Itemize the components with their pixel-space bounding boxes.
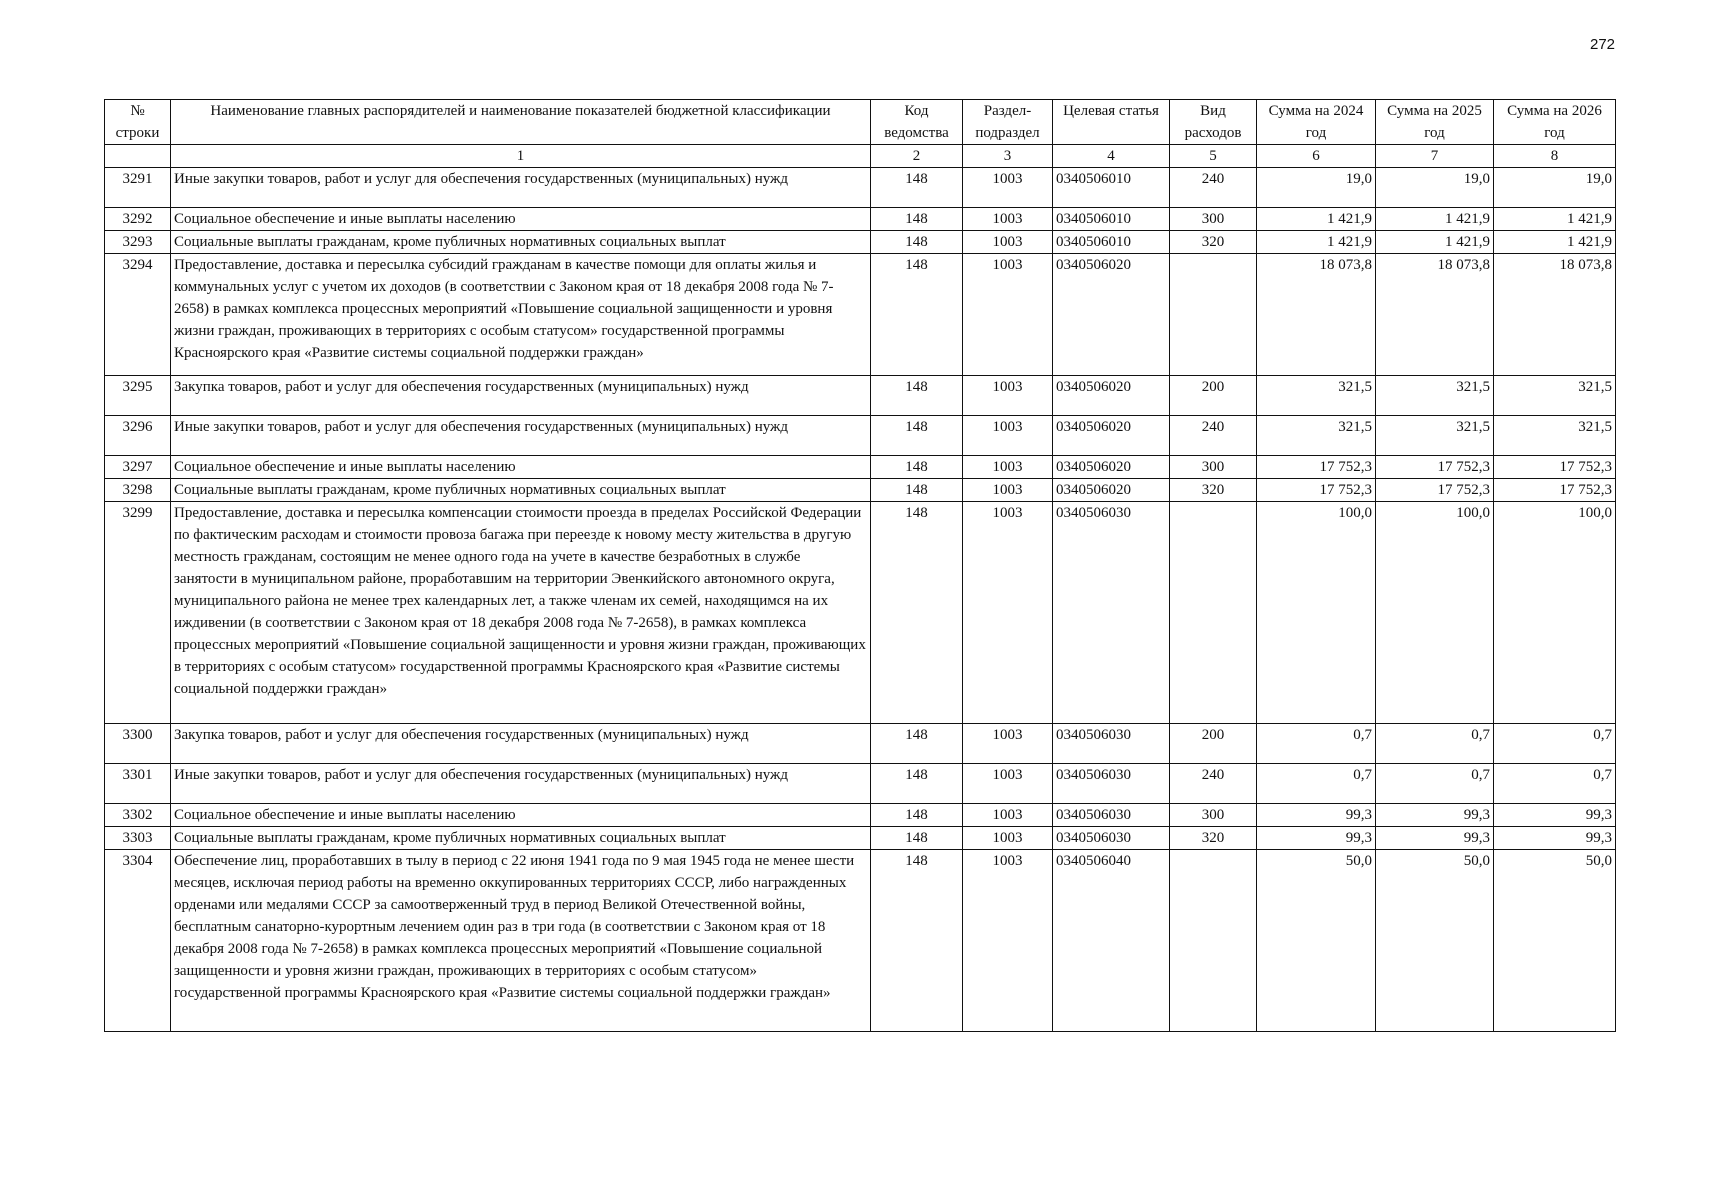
target-article: 0340506010 <box>1053 168 1170 208</box>
sum-2025: 50,0 <box>1376 850 1494 1032</box>
table-row <box>105 764 1616 804</box>
department-code: 148 <box>871 479 963 502</box>
header-row <box>105 100 1616 145</box>
column-number: 7 <box>1376 145 1494 168</box>
department-code: 148 <box>871 764 963 804</box>
item-name: Иные закупки товаров, работ и услуг для обеспечения государственных (муниципальных) нужд <box>171 168 871 208</box>
item-name: Социальные выплаты гражданам, кроме публичных нормативных социальных выплат <box>171 231 871 254</box>
sum-2024: 0,7 <box>1257 764 1376 804</box>
target-article: 0340506020 <box>1053 416 1170 456</box>
expense-type: 240 <box>1170 168 1257 208</box>
sum-2024: 50,0 <box>1257 850 1376 1032</box>
sum-2026: 1 421,9 <box>1494 231 1616 254</box>
section-code: 1003 <box>963 804 1053 827</box>
expense-type: 240 <box>1170 416 1257 456</box>
row-number: 3292 <box>105 208 171 231</box>
sum-2024: 1 421,9 <box>1257 208 1376 231</box>
department-code: 148 <box>871 376 963 416</box>
sum-2025: 99,3 <box>1376 804 1494 827</box>
expense-type: 320 <box>1170 231 1257 254</box>
sum-2024: 1 421,9 <box>1257 231 1376 254</box>
section-code: 1003 <box>963 724 1053 764</box>
row-number: 3294 <box>105 254 171 376</box>
row-number: 3291 <box>105 168 171 208</box>
table-body <box>105 168 1616 1032</box>
department-code: 148 <box>871 804 963 827</box>
target-article: 0340506030 <box>1053 827 1170 850</box>
row-number: 3301 <box>105 764 171 804</box>
item-name: Социальное обеспечение и иные выплаты населению <box>171 456 871 479</box>
sum-2025: 19,0 <box>1376 168 1494 208</box>
column-number <box>105 145 171 168</box>
row-number: 3299 <box>105 502 171 724</box>
item-name: Иные закупки товаров, работ и услуг для обеспечения государственных (муниципальных) нужд <box>171 416 871 456</box>
item-name: Предоставление, доставка и пересылка компенсации стоимости проезда в пределах Российской Федерации по фактическим расходам и стоимости провоза багажа при переезде к новому месту жительства в другую местность гражданам, состоящим не менее одного года на учете в качестве безработных в службе занятости в муниципальном районе, проработавшим на территории Эвенкийского автономного округа, муниципального района не менее трех календарных лет, а также членам их семей, находящимся на их иждивении (в соответствии с Законом края от 18 декабря 2008 года № 7-2658), в рамках комплекса процессных мероприятий «Повышение социальной защищенности и уровня жизни граждан, проживающих в территориях с особым статусом» государственной программы Красноярского края «Развитие системы социальной поддержки граждан» <box>171 502 871 724</box>
sum-2026: 17 752,3 <box>1494 456 1616 479</box>
sum-2025: 100,0 <box>1376 502 1494 724</box>
sum-2024: 17 752,3 <box>1257 456 1376 479</box>
section-code: 1003 <box>963 231 1053 254</box>
column-number: 4 <box>1053 145 1170 168</box>
row-number: 3296 <box>105 416 171 456</box>
expense-type: 200 <box>1170 724 1257 764</box>
target-article: 0340506030 <box>1053 502 1170 724</box>
target-article: 0340506040 <box>1053 850 1170 1032</box>
sum-2024: 100,0 <box>1257 502 1376 724</box>
column-number: 6 <box>1257 145 1376 168</box>
sum-2026: 99,3 <box>1494 827 1616 850</box>
department-code: 148 <box>871 208 963 231</box>
target-article: 0340506020 <box>1053 376 1170 416</box>
sum-2025: 1 421,9 <box>1376 208 1494 231</box>
target-article: 0340506030 <box>1053 804 1170 827</box>
expense-type <box>1170 502 1257 724</box>
target-article: 0340506010 <box>1053 231 1170 254</box>
sum-2025: 17 752,3 <box>1376 479 1494 502</box>
expense-type <box>1170 254 1257 376</box>
sum-2024: 321,5 <box>1257 376 1376 416</box>
item-name: Обеспечение лиц, проработавших в тылу в период с 22 июня 1941 года по 9 мая 1945 года не менее шести месяцев, исключая период работы на временно оккупированных территориях СССР, либо награжденных орденами или медалями СССР за самоотверженный труд в период Великой Отечественной войны, бесплатным санаторно-курортным лечением один раз в три года (в соответствии с Законом края от 18 декабря 2008 года № 7-2658) в рамках комплекса процессных мероприятий «Повышение социальной защищенности и уровня жизни граждан, проживающих в территориях с особым статусом» государственной программы Красноярского края «Развитие системы социальной поддержки граждан» <box>171 850 871 1032</box>
expense-type: 300 <box>1170 208 1257 231</box>
sum-2026: 321,5 <box>1494 416 1616 456</box>
row-number: 3298 <box>105 479 171 502</box>
department-code: 148 <box>871 416 963 456</box>
column-number: 3 <box>963 145 1053 168</box>
table-row <box>105 850 1616 1032</box>
table-row <box>105 804 1616 827</box>
table-row <box>105 254 1616 376</box>
table-row <box>105 479 1616 502</box>
sum-2024: 0,7 <box>1257 724 1376 764</box>
sum-2026: 18 073,8 <box>1494 254 1616 376</box>
section-code: 1003 <box>963 456 1053 479</box>
item-name: Социальное обеспечение и иные выплаты населению <box>171 208 871 231</box>
header-expense-type: Вид расходов <box>1170 100 1257 145</box>
department-code: 148 <box>871 168 963 208</box>
section-code: 1003 <box>963 827 1053 850</box>
header-target-article: Целевая статья <box>1053 100 1170 145</box>
section-code: 1003 <box>963 416 1053 456</box>
column-number: 5 <box>1170 145 1257 168</box>
row-number: 3293 <box>105 231 171 254</box>
sum-2026: 19,0 <box>1494 168 1616 208</box>
sum-2024: 18 073,8 <box>1257 254 1376 376</box>
row-number: 3302 <box>105 804 171 827</box>
sum-2025: 1 421,9 <box>1376 231 1494 254</box>
sum-2026: 0,7 <box>1494 764 1616 804</box>
column-number: 2 <box>871 145 963 168</box>
column-number-row <box>105 145 1616 168</box>
section-code: 1003 <box>963 168 1053 208</box>
sum-2026: 17 752,3 <box>1494 479 1616 502</box>
table-row <box>105 231 1616 254</box>
sum-2026: 1 421,9 <box>1494 208 1616 231</box>
expense-type: 320 <box>1170 827 1257 850</box>
sum-2026: 100,0 <box>1494 502 1616 724</box>
sum-2025: 0,7 <box>1376 724 1494 764</box>
sum-2025: 99,3 <box>1376 827 1494 850</box>
header-section: Раздел-подраздел <box>963 100 1053 145</box>
item-name: Закупка товаров, работ и услуг для обеспечения государственных (муниципальных) нужд <box>171 376 871 416</box>
expense-type: 300 <box>1170 456 1257 479</box>
sum-2024: 99,3 <box>1257 804 1376 827</box>
section-code: 1003 <box>963 850 1053 1032</box>
sum-2026: 50,0 <box>1494 850 1616 1032</box>
expense-type: 300 <box>1170 804 1257 827</box>
sum-2024: 99,3 <box>1257 827 1376 850</box>
target-article: 0340506030 <box>1053 764 1170 804</box>
row-number: 3295 <box>105 376 171 416</box>
department-code: 148 <box>871 254 963 376</box>
header-row-number: № строки <box>105 100 171 145</box>
item-name: Социальные выплаты гражданам, кроме публичных нормативных социальных выплат <box>171 479 871 502</box>
table-row <box>105 416 1616 456</box>
sum-2024: 321,5 <box>1257 416 1376 456</box>
department-code: 148 <box>871 502 963 724</box>
budget-table <box>104 99 1616 1032</box>
header-name: Наименование главных распорядителей и наименование показателей бюджетной классификации <box>171 100 871 145</box>
row-number: 3303 <box>105 827 171 850</box>
section-code: 1003 <box>963 376 1053 416</box>
column-number: 8 <box>1494 145 1616 168</box>
department-code: 148 <box>871 827 963 850</box>
item-name: Социальное обеспечение и иные выплаты населению <box>171 804 871 827</box>
sum-2026: 321,5 <box>1494 376 1616 416</box>
table-row <box>105 168 1616 208</box>
expense-type: 200 <box>1170 376 1257 416</box>
row-number: 3300 <box>105 724 171 764</box>
page-number: 272 <box>1590 36 1616 53</box>
target-article: 0340506020 <box>1053 479 1170 502</box>
sum-2025: 17 752,3 <box>1376 456 1494 479</box>
header-department-code: Код ведомства <box>871 100 963 145</box>
sum-2025: 321,5 <box>1376 416 1494 456</box>
department-code: 148 <box>871 724 963 764</box>
sum-2025: 0,7 <box>1376 764 1494 804</box>
target-article: 0340506030 <box>1053 724 1170 764</box>
table-row <box>105 456 1616 479</box>
item-name: Предоставление, доставка и пересылка субсидий гражданам в качестве помощи для оплаты жилья и коммунальных услуг с учетом их доходов (в соответствии с Законом края от 18 декабря 2008 года № 7-2658) в рамках комплекса процессных мероприятий «Повышение социальной защищенности и уровня жизни граждан, проживающих в территориях с особым статусом» государственной программы Красноярского края «Развитие системы социальной поддержки граждан» <box>171 254 871 376</box>
expense-type <box>1170 850 1257 1032</box>
sum-2024: 17 752,3 <box>1257 479 1376 502</box>
table-row <box>105 827 1616 850</box>
sum-2025: 18 073,8 <box>1376 254 1494 376</box>
row-number: 3297 <box>105 456 171 479</box>
section-code: 1003 <box>963 208 1053 231</box>
section-code: 1003 <box>963 479 1053 502</box>
column-number: 1 <box>171 145 871 168</box>
table-row <box>105 502 1616 724</box>
section-code: 1003 <box>963 764 1053 804</box>
row-number: 3304 <box>105 850 171 1032</box>
item-name: Иные закупки товаров, работ и услуг для обеспечения государственных (муниципальных) нужд <box>171 764 871 804</box>
table-row <box>105 208 1616 231</box>
sum-2026: 99,3 <box>1494 804 1616 827</box>
item-name: Закупка товаров, работ и услуг для обеспечения государственных (муниципальных) нужд <box>171 724 871 764</box>
section-code: 1003 <box>963 502 1053 724</box>
department-code: 148 <box>871 231 963 254</box>
item-name: Социальные выплаты гражданам, кроме публичных нормативных социальных выплат <box>171 827 871 850</box>
department-code: 148 <box>871 850 963 1032</box>
header-sum-2026: Сумма на 2026 год <box>1494 100 1616 145</box>
header-sum-2025: Сумма на 2025 год <box>1376 100 1494 145</box>
target-article: 0340506020 <box>1053 254 1170 376</box>
target-article: 0340506010 <box>1053 208 1170 231</box>
section-code: 1003 <box>963 254 1053 376</box>
sum-2026: 0,7 <box>1494 724 1616 764</box>
table-row <box>105 376 1616 416</box>
expense-type: 320 <box>1170 479 1257 502</box>
table-row <box>105 724 1616 764</box>
header-sum-2024: Сумма на 2024 год <box>1257 100 1376 145</box>
sum-2025: 321,5 <box>1376 376 1494 416</box>
target-article: 0340506020 <box>1053 456 1170 479</box>
sum-2024: 19,0 <box>1257 168 1376 208</box>
department-code: 148 <box>871 456 963 479</box>
expense-type: 240 <box>1170 764 1257 804</box>
